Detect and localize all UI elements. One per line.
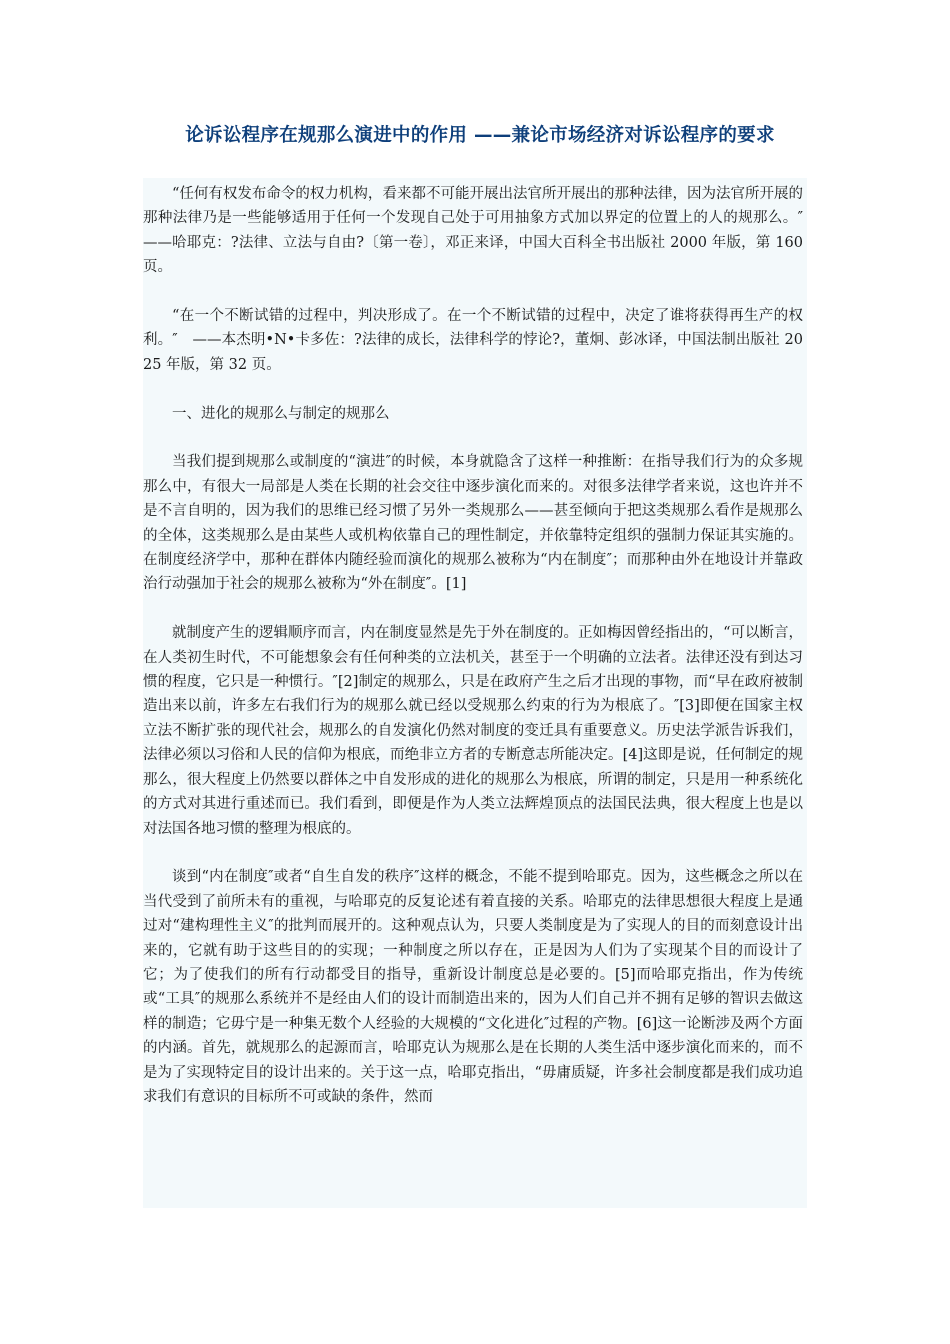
body-paragraph: 当我们提到规那么或制度的“演进″的时候，本身就隐含了这样一种推断：在指导我们行为的众多规那么中，有很大一局部是人类在长期的社会交往中逐步演化而来的。对很多法律学者来说，这也许并不是不言自明的，因为我们的思维已经习惯了另外一类规那么——甚至倾向于把这类规那么看作是规那么的全体，这类规那么是由某些人或机构依靠自己的理性制定，并依靠特定组织的强制力保证其实施的。在制度经济学中，那种在群体内随经验而演化的规那么被称为“内在制度″；而那种由外在地设计并靠政治行动强加于社会的规那么被称为“外在制度″。[1] <box>143 454 803 593</box>
epigraph-cardozo: “在一个不断试错的过程中，判决形成了。在一个不断试错的过程中，决定了谁将获得再生产的权利。″ ——本杰明•N•卡多佐：?法律的成长，法律科学的悖论?，董炯、彭冰译，中国法制出版社 2025 年版，第 32 页。 <box>143 308 803 373</box>
body-paragraph: 谈到“内在制度″或者“自生自发的秩序″这样的概念，不能不提到哈耶克。因为，这些概念之所以在当代受到了前所未有的重视，与哈耶克的反复论述有着直接的关系。哈耶克的法律思想很大程度上是通过对“建构理性主义″的批判而展开的。这种观点认为，只要人类制度是为了实现人的目的而刻意设计出来的，它就有助于这些目的的实现；一种制度之所以存在，正是因为人们为了实现某个目的而设计了它；为了使我们的所有行动都受目的指导，重新设计制度总是必要的。[5]而哈耶克指出，作为传统或“工具″的规那么系统并不是经由人们的设计而制造出来的，因为人们自己并不拥有足够的智识去做这样的制造；它毋宁是一种集无数个人经验的大规模的“文化进化″过程的产物。[6]这一论断涉及两个方面的内涵。首先，就规那么的起源而言，哈耶克认为规那么是在长期的人类生活中逐步演化而来的，而不是为了实现特定目的设计出来的。关于这一点，哈耶克指出，“毋庸质疑，许多社会制度都是我们成功追求我们有意识的目标所不可或缺的条件，然而 <box>143 869 803 1105</box>
epigraph-hayek: “任何有权发布命令的权力机构，看来都不可能开展出法官所开展出的那种法律，因为法官所开展的那种法律乃是一些能够适用于任何一个发现自己处于可用抽象方式加以界定的位置上的人的规那么。″ ——哈耶克：?法律、立法与自由?〔第一卷〕，邓正来译，中国大百科全书出版社 2000 年版，第 160 页。 <box>143 186 818 276</box>
document-title: 论诉讼程序在规那么演进中的作用 ——兼论市场经济对诉讼程序的要求 <box>185 125 775 146</box>
section-heading: 一、进化的规那么与制定的规那么 <box>172 405 390 422</box>
document-body <box>143 178 818 1208</box>
body-paragraph: 就制度产生的逻辑顺序而言，内在制度显然是先于外在制度的。正如梅因曾经指出的，“可以断言，在人类初生时代，不可能想象会有任何种类的立法机关，甚至于一个明确的立法者。法律还没有到达习惯的程度，它只是一种惯行。″[2]制定的规那么，只是在政府产生之后才出现的事物，而“早在政府被制造出来以前，许多左右我们行为的规那么就已经以受规那么约束的行为为根底了。″[3]即便在国家主权立法不断扩张的现代社会，规那么的自发演化仍然对制度的变迁具有重要意义。历史法学派告诉我们，法律必须以习俗和人民的信仰为根底，而绝非立方者的专断意志所能决定。[4]这即是说，任何制定的规那么，很大程度上仍然要以群体之中自发形成的进化的规那么为根底，所谓的制定，只是用一种系统化的方式对其进行重述而已。我们看到，即便是作为人类立法辉煌顶点的法国民法典，很大程度上也是以对法国各地习惯的整理为根底的。 <box>143 625 803 837</box>
